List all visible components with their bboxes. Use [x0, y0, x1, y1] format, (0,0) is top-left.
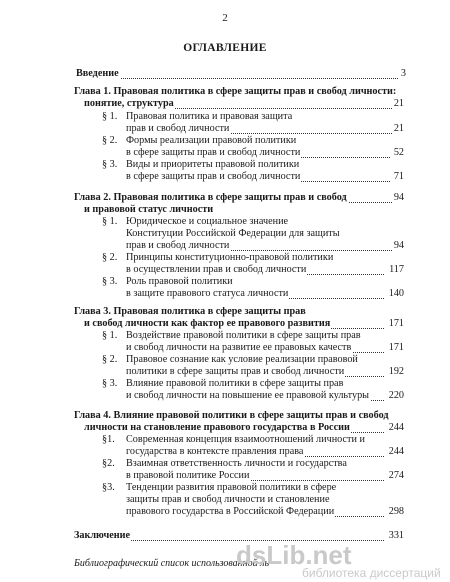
toc-page: 171 [388, 318, 404, 329]
section-title: Роль правовой политики [126, 276, 233, 287]
section-number: § 2. [102, 135, 118, 146]
watermark-caption: библиотека диссертаций [302, 566, 441, 580]
toc-page: 52 [393, 147, 404, 158]
toc-page: 171 [388, 342, 404, 353]
section-title: Взаимная ответственность личности и государства [126, 458, 347, 469]
section-title[interactable]: прав и свобод личности [126, 240, 392, 252]
toc-entry-bibliography[interactable]: Библиографический список использованной ль [74, 558, 270, 569]
watermark-logo: dsLib.net [236, 540, 352, 570]
section-title: Формы реализации правовой политики [126, 135, 297, 146]
toc-page: 331 [388, 530, 404, 541]
section-number: § 3. [102, 378, 118, 389]
watermark [236, 540, 441, 580]
chapter-title: Глава 4. Влияние правовой политики в сфере защиты прав и свобод [74, 410, 389, 421]
section-title: Виды и приоритеты правовой политики [126, 159, 300, 170]
toc-page: 220 [388, 390, 404, 401]
section-title[interactable]: в осуществлении прав и свобод личности [126, 264, 384, 276]
page-title: ОГЛАВЛЕНИЕ [183, 42, 267, 54]
chapter-title: Глава 1. Правовая политика в сфере защиты прав и свобод личности: [74, 86, 397, 97]
section-number: §1. [102, 434, 115, 445]
toc-page: 274 [388, 470, 404, 481]
section-title: Тенденции развития правовой политики в сфере [126, 482, 337, 493]
section-number: §3. [102, 482, 115, 493]
section-number: § 1. [102, 330, 118, 341]
section-title: Влияние правовой политики в сфере защиты прав [126, 378, 344, 389]
section-title: Правовое сознание как условие реализации правовой [126, 354, 358, 365]
toc-page: 94 [393, 240, 404, 251]
section-title[interactable]: государства в контексте правления права [126, 446, 384, 458]
section-title[interactable]: в сфере защиты прав и свобод личности [126, 171, 390, 183]
toc-entry-intro[interactable]: Введение [76, 68, 398, 80]
toc-page: 244 [388, 422, 404, 433]
toc-page: 21 [393, 123, 404, 134]
section-title: Воздействие правовой политики в сфере защиты прав [126, 330, 361, 341]
section-title: защиты прав и свобод личности и становление [126, 494, 330, 505]
toc-entry-conclusion[interactable]: Заключение [74, 530, 384, 542]
section-number: § 2. [102, 252, 118, 263]
section-title: Конституции Российской Федерации для защиты [126, 228, 340, 239]
section-title: Принципы конституционно-правовой политики [126, 252, 334, 263]
toc-page: 21 [393, 98, 404, 109]
chapter-title[interactable]: личности на становление правового государства в России [84, 422, 384, 434]
section-title[interactable]: в сфере защиты прав и свобод личности [126, 147, 390, 159]
section-title[interactable]: и свобод личности на развитие ее правовых качеств [126, 342, 384, 354]
section-title: Правовая политика и правовая защита [126, 111, 293, 122]
section-title[interactable]: и свобод личности на повышение ее правовой культуры [126, 390, 384, 402]
toc-page: 244 [388, 446, 404, 457]
page-number: 2 [222, 12, 228, 24]
section-number: § 2. [102, 354, 118, 365]
section-number: § 1. [102, 111, 118, 122]
toc-page: 71 [393, 171, 404, 182]
section-number: §2. [102, 458, 115, 469]
toc-page: 298 [388, 506, 404, 517]
section-number: § 3. [102, 159, 118, 170]
chapter-title[interactable]: понятие, структура [84, 98, 392, 110]
section-title[interactable]: политики в сфере защиты прав и свобод личности [126, 366, 384, 378]
section-title[interactable]: в правовой политике России [126, 470, 384, 482]
section-title: Современная концепция взаимоотношений личности и [126, 434, 365, 445]
section-title[interactable]: прав и свобод личности [126, 123, 392, 135]
section-title[interactable]: в защите правового статуса личности [126, 288, 384, 300]
toc-page: 3 [400, 68, 406, 79]
toc-page: 192 [388, 366, 404, 377]
section-title[interactable]: правового государства в Российской Федерации [126, 506, 384, 518]
chapter-title: Глава 3. Правовая политика в сфере защиты прав [74, 306, 306, 317]
toc-page: 117 [389, 264, 404, 275]
section-number: § 1. [102, 216, 118, 227]
toc-page: 140 [388, 288, 404, 299]
section-number: § 3. [102, 276, 118, 287]
toc-page: 94 [393, 192, 404, 203]
chapter-title[interactable]: Глава 2. Правовая политика в сфере защиты прав и свобод [74, 192, 392, 204]
chapter-title[interactable]: и свобод личности как фактор ее правового развития [84, 318, 384, 330]
chapter-title: и правовой статус личности [84, 204, 214, 215]
section-title: Юридическое и социальное значение [126, 216, 289, 227]
